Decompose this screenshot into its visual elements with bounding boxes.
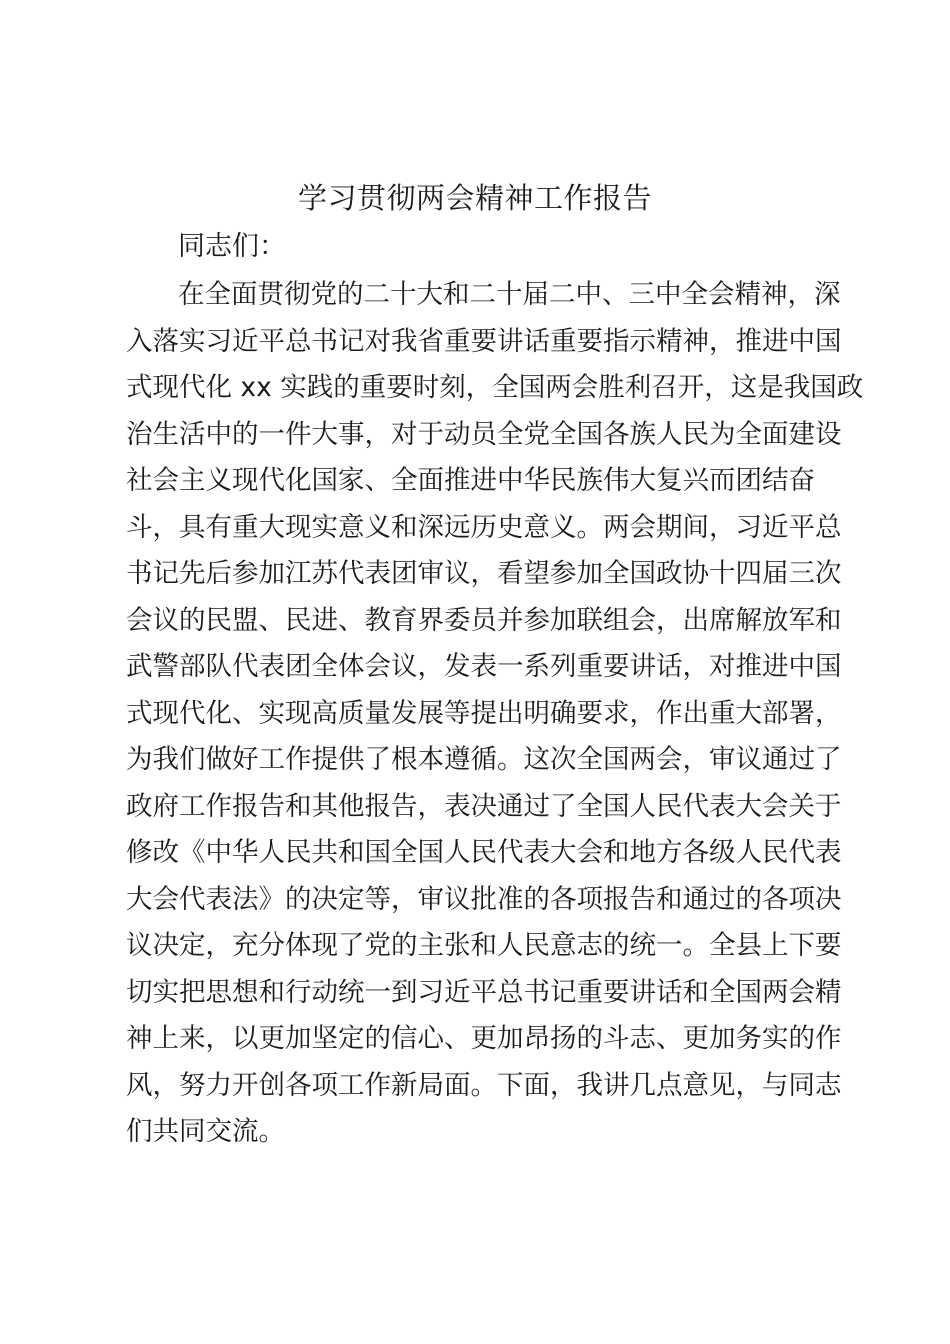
paragraph-line: 大会代表法》的决定等，审议批准的各项报告和通过的各项决 <box>126 883 842 915</box>
paragraph-line: 社会主义现代化国家、全面推进中华民族伟大复兴而团结奋 <box>126 465 815 496</box>
paragraph-line: 议决定，充分体现了党的主张和人民意志的统一。全县上下要 <box>126 930 842 961</box>
paragraph-line: 斗，具有重大现实意义和深远历史意义。两会期间，习近平总 <box>126 511 842 543</box>
paragraph-line: 们共同交流。 <box>126 1116 285 1147</box>
paragraph-line: 式现代化、实现高质量发展等提出明确要求，作出重大部署， <box>126 697 842 729</box>
salutation: 同志们： <box>178 231 286 262</box>
paragraph-line: 武警部队代表团全体会议，发表一系列重要讲话，对推进中国 <box>126 651 842 682</box>
paragraph-line: 书记先后参加江苏代表团审议，看望参加全国政协十四届三次 <box>126 558 842 589</box>
paragraph-line: 切实把思想和行动统一到习近平总书记重要讲话和全国两会精 <box>126 976 842 1008</box>
body-paragraph <box>126 272 864 1156</box>
paragraph-line: 治生活中的一件大事，对于动员全党全国各族人民为全面建设 <box>126 418 842 450</box>
document-title: 学习贯彻两会精神工作报告 <box>297 181 652 215</box>
paragraph-line: 政府工作报告和其他报告，表决通过了全国人民代表大会关于 <box>126 790 842 822</box>
paragraph-line: 为我们做好工作提供了根本遵循。这次全国两会，审议通过了 <box>126 744 842 775</box>
paragraph-line: 会议的民盟、民进、教育界委员并参加联组会，出席解放军和 <box>126 604 842 636</box>
paragraph-line: 在全面贯彻党的二十大和二十届二中、三中全会精神，深 <box>178 279 841 310</box>
paragraph-line: 式现代化 xx 实践的重要时刻，全国两会胜利召开，这是我国政 <box>126 372 864 403</box>
paragraph-line: 修改《中华人民共和国全国人民代表大会和地方各级人民代表 <box>126 837 842 868</box>
paragraph-line: 神上来，以更加坚定的信心、更加昂扬的斗志、更加务实的作 <box>126 1023 842 1054</box>
paragraph-line: 风，努力开创各项工作新局面。下面，我讲几点意见，与同志 <box>126 1069 842 1101</box>
paragraph-line: 入落实习近平总书记对我省重要讲话重要指示精神，推进中国 <box>126 325 842 357</box>
